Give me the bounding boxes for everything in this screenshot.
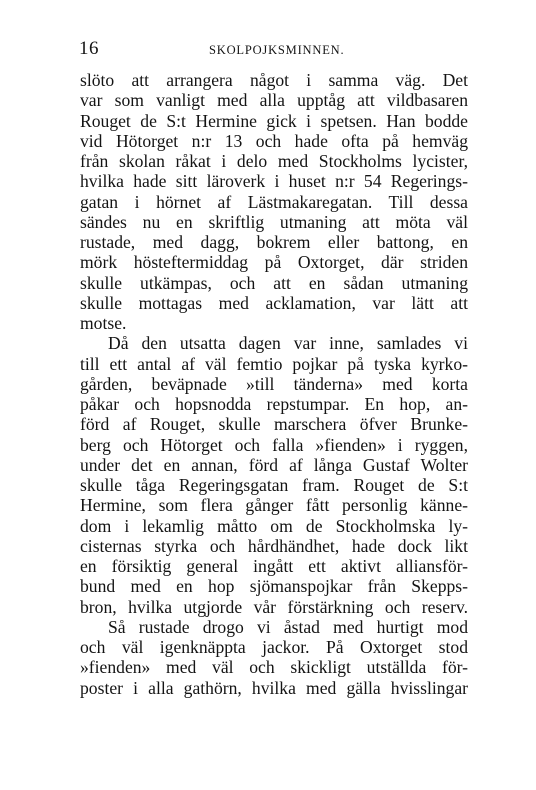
paragraph-end-line: bron, hvilka utgjorde vår förstärkning och reserv.: [80, 596, 468, 617]
text-line: poster i alla gathörn, hvilka med gälla hvisslingar: [80, 677, 468, 698]
text-line: påkar och hopsnodda repstumpar. En hop, an-: [80, 394, 468, 414]
text-line: berg och Hötorget och falla »fienden» i ryggen,: [80, 434, 468, 455]
page-header: [79, 38, 467, 64]
text-line: slöto att arrangera något i samma väg. Det: [80, 70, 468, 90]
text-line: vid Hötorget n:r 13 och hade ofta på hemväg: [80, 130, 468, 151]
text-line: från skolan råkat i delo med Stockholms lycister,: [80, 151, 468, 171]
paragraph-start-line: Då den utsatta dagen var inne, samlades vi: [108, 333, 468, 354]
text-line: skulle mottagas med acklamation, var lätt att: [80, 292, 468, 313]
text-line: till ett antal af väl femtio pojkar på tyska kyrko-: [80, 353, 468, 374]
text-line: gården, beväpnade »till tänderna» med korta: [80, 373, 468, 394]
running-title: SKOLPOJKSMINNEN.: [209, 43, 345, 57]
text-line: rustade, med dagg, bokrem eller battong, en: [80, 232, 468, 252]
text-line: och väl igenknäppta jackor. På Oxtorget stod: [80, 637, 468, 657]
text-line: var som vanligt med alla upptåg att vildbasaren: [80, 90, 468, 111]
paragraph-end-line: motse.: [80, 313, 127, 333]
text-line: mörk hösteftermiddag på Oxtorget, där striden: [80, 252, 468, 273]
text-line: bund med en hop sjömanspojkar från Skepps-: [80, 576, 468, 597]
text-line: gatan i hörnet af Lästmakaregatan. Till dessa: [80, 191, 468, 212]
text-line: dom i lekamlig måtto om de Stockholmska ly-: [80, 515, 468, 536]
text-line: under det en annan, förd af långa Gustaf Wolter: [80, 454, 468, 475]
text-line: förd af Rouget, skulle marschera öfver Brunke-: [80, 414, 468, 435]
page-number: 16: [79, 38, 99, 59]
text-line: en försiktig general ingått ett aktivt alliansför-: [80, 556, 468, 576]
text-line: sändes nu en skriftlig utmaning att möta väl: [80, 211, 468, 232]
text-line: »fienden» med väl och skickligt utställda för-: [80, 657, 468, 678]
text-line: Hermine, som flera gånger fått personlig känne-: [80, 495, 468, 516]
text-line: skulle utkämpas, och att en sådan utmaning: [80, 272, 468, 293]
text-line: cisternas styrka och hårdhändhet, hade dock likt: [80, 535, 468, 556]
text-line: skulle tåga Regeringsgatan fram. Rouget de S:t: [80, 475, 468, 495]
paragraph-start-line: Så rustade drogo vi åstad med hurtigt mod: [108, 616, 468, 637]
text-line: Rouget de S:t Hermine gick i spetsen. Han bodde: [80, 110, 468, 131]
body-text: [80, 70, 468, 698]
text-line: hvilka hade sitt läroverk i huset n:r 54 Regerings-: [80, 171, 468, 192]
